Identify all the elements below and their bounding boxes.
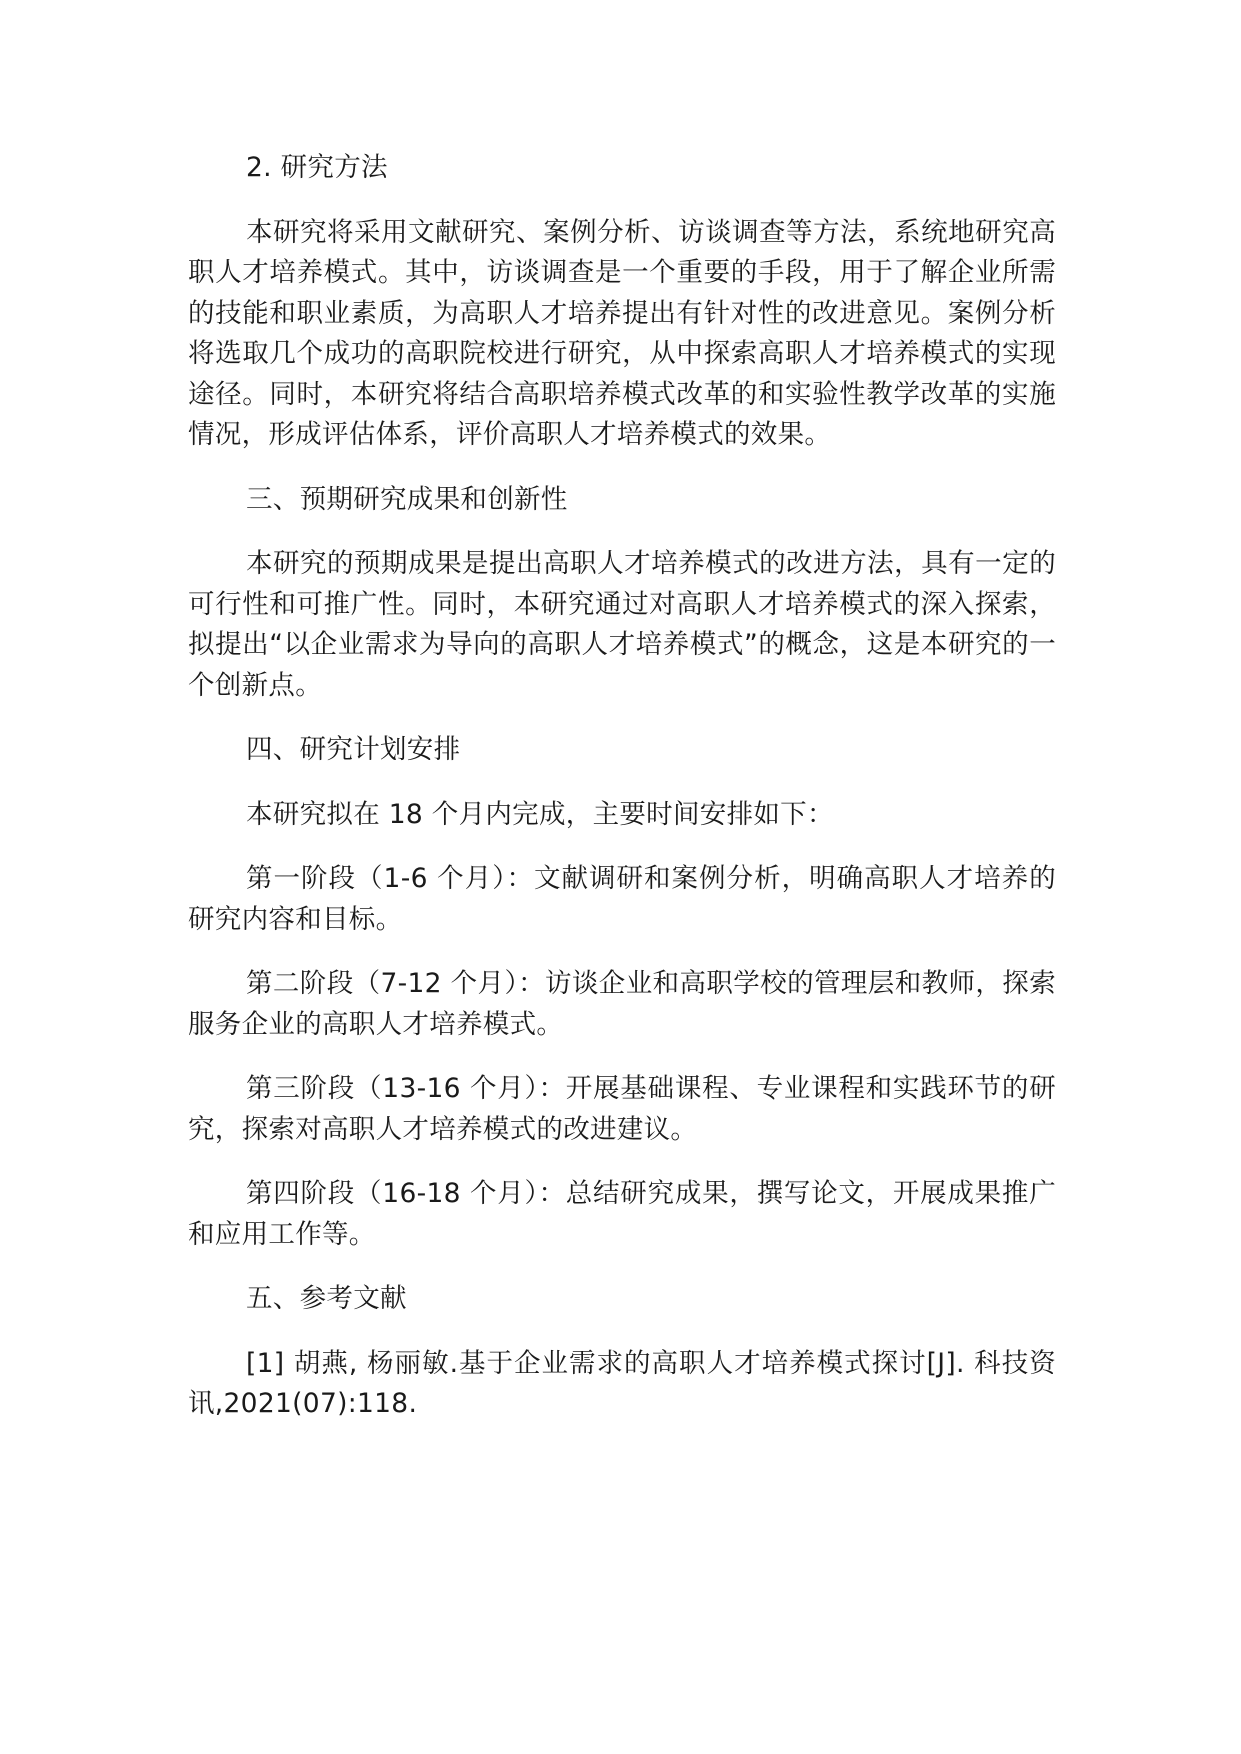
section-heading-research-methods: 2. 研究方法 bbox=[246, 152, 388, 183]
document-body bbox=[188, 148, 1056, 1449]
reference-item: [1] 胡燕, 杨丽敏.基于企业需求的高职人才培养模式探讨[J]. 科技资讯,2021(07):118. bbox=[188, 1347, 1056, 1419]
section-heading-references: 五、参考文献 bbox=[246, 1283, 407, 1314]
paragraph-stage-one: 第一阶段（1-6 个月）：文献调研和案例分析，明确高职人才培养的研究内容和目标。 bbox=[188, 863, 1056, 935]
paragraph-plan-intro: 本研究拟在 18 个月内完成，主要时间安排如下： bbox=[246, 798, 834, 830]
paragraph-research-methods: 本研究将采用文献研究、案例分析、访谈调查等方法，系统地研究高职人才培养模式。其中，访谈调查是一个重要的手段，用于了解企业所需的技能和职业素质，为高职人才培养提出有针对性的改进意见。案例分析将选取几个成功的高职院校进行研究，从中探索高职人才培养模式的实现途径。同时，本研究将结合高职培养模式改革的和实验性教学改革的实施情况，形成评估体系，评价高职人才培养模式的效果。 bbox=[188, 216, 1056, 450]
paragraph-stage-three: 第三阶段（13-16 个月）：开展基础课程、专业课程和实践环节的研究，探索对高职人才培养模式的改进建议。 bbox=[188, 1073, 1056, 1145]
paragraph-stage-two: 第二阶段（7-12 个月）：访谈企业和高职学校的管理层和教师，探索服务企业的高职人才培养模式。 bbox=[188, 968, 1056, 1040]
section-heading-research-plan: 四、研究计划安排 bbox=[246, 734, 461, 765]
paragraph-expected-results: 本研究的预期成果是提出高职人才培养模式的改进方法，具有一定的可行性和可推广性。同时，本研究通过对高职人才培养模式的深入探索，拟提出“以企业需求为导向的高职人才培养模式”的概念，这是本研究的一个创新点。 bbox=[188, 548, 1056, 701]
section-heading-expected-results: 三、预期研究成果和创新性 bbox=[246, 483, 568, 515]
paragraph-stage-four: 第四阶段（16-18 个月）：总结研究成果，撰写论文，开展成果推广和应用工作等。 bbox=[188, 1178, 1056, 1250]
